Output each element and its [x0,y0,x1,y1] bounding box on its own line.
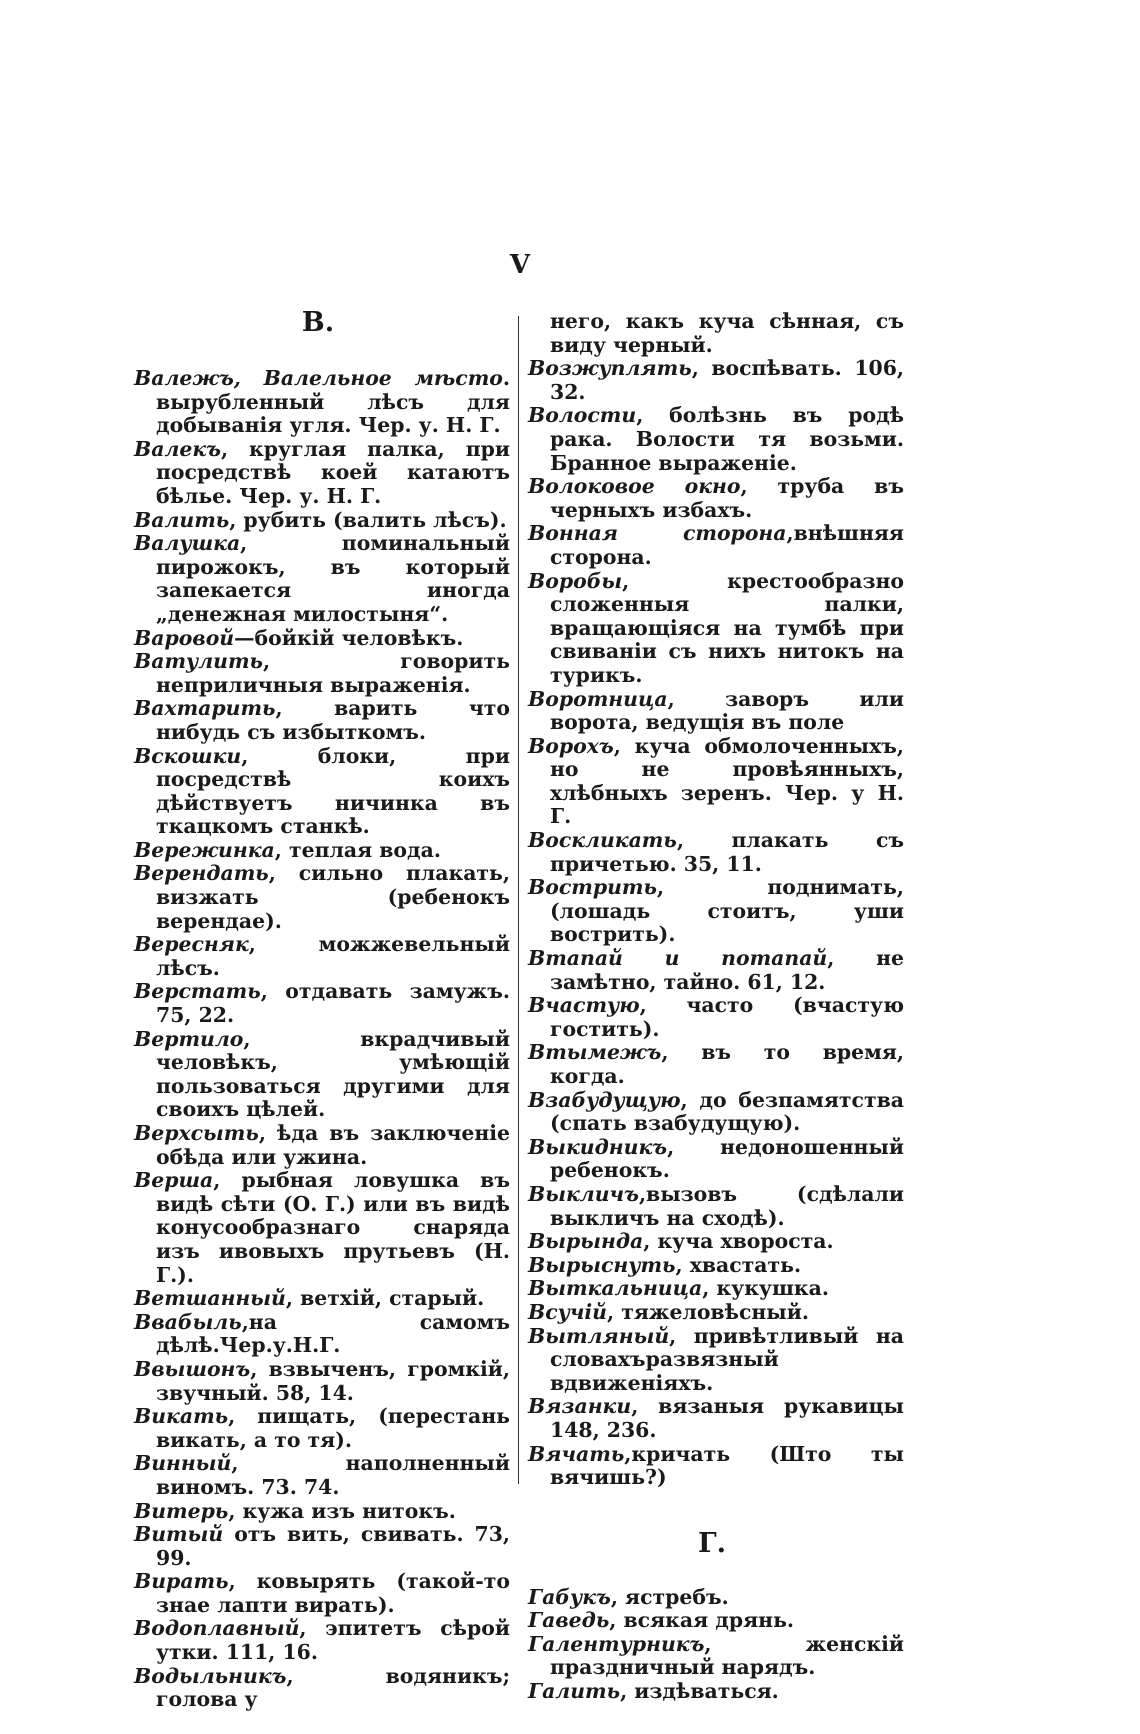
dictionary-entry [134,933,510,980]
entry-headword: Галить [528,1679,621,1704]
entry-headword: Винный [134,1451,232,1476]
entry-definition: . вырубленный лѣсъ для добыванія угля. Чер. у. Н. Г. [156,366,510,438]
entry-headword: Ввышонъ [134,1356,251,1381]
entry-headword: Выткальница [528,1276,703,1301]
entry-headword: Воротница [528,686,668,711]
dictionary-entry [134,438,510,509]
entry-headword: Вонная сторона [528,521,787,546]
dictionary-entry [134,697,510,744]
dictionary-entry [134,509,510,533]
dictionary-entry [528,876,904,947]
entry-definition: , женскій праздничный нарядъ. [550,1631,904,1680]
entry-definition: , блоки, при посредствѣ коихъ дѣйствуетъ ничинка въ ткацкомъ станкѣ. [156,743,510,839]
entry-definition: , заворъ или ворота, ведущія въ поле [550,686,904,735]
entry-definition: , можжевельный лѣсъ. [156,932,510,980]
dictionary-entry [134,532,510,626]
entry-definition: ,кричать (Што ты вячишь?) [550,1441,904,1490]
entry-headword: Ветшанный [134,1286,286,1311]
dictionary-entry [528,1254,904,1278]
dictionary-entry [528,522,904,569]
dictionary-entry [528,1183,904,1230]
entry-definition: , эпитетъ сѣрой утки. 111, 16. [156,1616,510,1665]
entry-headword: Выкидникъ [528,1134,668,1159]
page-number: V [509,250,531,280]
entry-definition: , теплая вода. [274,837,441,862]
entry-headword: Вырыснуть [528,1252,676,1277]
entry-headword: Выкличъ [528,1181,639,1206]
entry-headword: Вячать [528,1441,625,1466]
entry-headword: Втымежъ [528,1040,662,1065]
entry-headword: Верша [134,1168,214,1193]
entry-headword: Валить [134,507,230,532]
dictionary-entry [134,1287,510,1311]
entry-definition: , хвастать. [675,1252,802,1277]
dictionary-entry [134,862,510,933]
entry-definition: , куча обмолоченныхъ, но не провѣянныхъ, хлѣбныхъ зеренъ. Чер. у Н. Г. [550,733,904,829]
entry-definition: , плакать съ причетью. 35, 11. [550,828,904,876]
entry-headword: Верхсыть [134,1121,259,1145]
entry-definition: , куча хвороста. [643,1229,834,1254]
entry-definition: , кукушка. [702,1276,829,1301]
entry-definition: , недоношенный ребенокъ. [550,1134,904,1183]
dictionary-entry [528,1443,904,1490]
dictionary-entry [528,1301,904,1325]
entry-definition: ,внѣшняя сторона. [550,521,904,569]
entry-headword: Габукъ [528,1584,611,1609]
entry-headword: Варовой [134,625,235,650]
column-divider [518,316,519,1484]
entry-headword: Валекъ [134,436,221,461]
entry-definition: , тяжеловѣсный. [607,1299,809,1324]
continuation-text: него, какъ куча сѣнная, съ виду черный. [550,309,904,357]
dictionary-entry [134,1122,510,1169]
dictionary-entry [528,1395,904,1442]
dictionary-entry [528,1230,904,1254]
dictionary-entry [528,735,904,829]
entry-definition: , рыбная ловушка въ видѣ сѣти (О. Г.) или въ видѣ конусообразнаго снаряда изъ ивовыхъ прутьевъ (Н. Г.). [156,1168,510,1287]
entry-headword: Ворохъ [528,733,614,758]
entry-headword: Валушка [134,531,241,556]
dictionary-entry [528,688,904,735]
section-letter-v: В. [301,307,335,338]
entry-definition: , вязаныя рукавицы 148, 236. [550,1394,904,1442]
entry-definition: , часто (вчастую гостить). [550,993,904,1041]
dictionary-entry [528,1089,904,1136]
entry-definition: , болѣзнь въ родѣ рака. Волости тя возьми. Бранное выраженіе. [550,403,904,475]
dictionary-entry [528,829,904,876]
dictionary-entry [134,367,510,438]
entry-definition: , ястребъ. [610,1584,729,1609]
dictionary-entry [134,1405,510,1452]
dictionary-entry [528,994,904,1041]
dictionary-entry [528,570,904,688]
left-column [134,307,510,1712]
entry-definition: , ветхій, старый. [285,1286,485,1311]
entry-headword: Водыльникъ [134,1663,287,1688]
entry-headword: Ватулить [134,649,263,674]
entry-definition: , рубить (валить лѣсъ). [229,507,507,532]
entry-headword: Вострить [528,875,657,900]
dictionary-entry [528,947,904,994]
entry-headword: Вахтарить [134,696,276,721]
dictionary-entry [134,1500,510,1524]
entry-headword: Галентурникъ [528,1631,705,1656]
entry-headword: Викать [134,1404,229,1429]
entry-definition: , труба въ черныхъ избахъ. [550,474,904,522]
dictionary-entry [134,1311,510,1358]
dictionary-entry [528,1136,904,1183]
entry-headword: Вересняк [134,932,249,957]
entry-headword: Волоковое окно [528,474,741,499]
dictionary-entry [528,1277,904,1301]
entry-definition: , всякая дрянь. [609,1608,795,1633]
dictionary-entry [134,1358,510,1405]
entry-headword: Водоплавный [134,1616,300,1641]
entry-headword: Вертило [134,1026,244,1051]
entry-definition: , воспѣвать. 106, 32. [550,356,904,404]
dictionary-entry [528,1680,904,1704]
entry-definition: , пищать, (перестань викать, а то тя). [156,1404,510,1452]
dictionary-entry [528,1633,904,1680]
dictionary-entry [528,1609,904,1633]
entry-definition: , круглая палка, при посредствѣ коей катаютъ бѣлье. Чер. у. Н. Г. [156,436,510,508]
entry-definition: ,на самомъ дѣлѣ.Чер.у.Н.Г. [156,1309,510,1358]
dictionary-entry [134,650,510,697]
entry-headword: Взабудущую [528,1087,681,1112]
entry-headword: Вскошки [134,743,242,768]
entry-definition: , вкрадчивый человѣкъ, умѣющій пользоваться другими для своихъ цѣлей. [156,1026,510,1122]
dictionary-entry [528,1041,904,1088]
dictionary-entry [134,745,510,839]
right-entries [528,357,904,1490]
entry-headword: Верстать [134,979,261,1004]
entry-definition: ,вызовъ (сдѣлали выкличъ на сходѣ). [550,1181,904,1230]
entry-headword: Валежъ, Валельное мѣсто [134,366,503,390]
entry-headword: Витый [134,1522,224,1547]
entry-headword: Воскликать [528,828,677,853]
entry-definition: , сильно плакать, визжать (ребенокъ верендае). [156,861,510,933]
dictionary-entry [528,1586,904,1610]
entry-headword: Ввабыль [134,1309,242,1334]
dictionary-entry [134,1523,510,1570]
entry-definition: , варить что нибудь съ избыткомъ. [156,696,510,744]
entry-headword: Волости [528,403,637,428]
dictionary-entry [134,1452,510,1499]
entry-headword: Вережинка [134,837,275,862]
entry-definition: , до безпамятства (спать взабудущую). [550,1087,904,1136]
dictionary-entry [528,404,904,475]
dictionary-entry [134,1570,510,1617]
dictionary-entry [528,475,904,522]
dictionary-entry [134,627,510,651]
entry-definition: , поднимать, (лошадь стоитъ, уши вострить). [550,875,904,947]
entry-headword: Воробы [528,568,623,593]
entry-headword: Вирать [134,1569,229,1594]
entry-definition: , взвыченъ, громкій, звучный. 58, 14. [156,1356,510,1405]
dictionary-entry [528,1325,904,1396]
entry-definition: —бойкій человѣкъ. [234,625,464,650]
entry-definition: , кужа изъ нитокъ. [228,1498,456,1523]
entry-definition: , привѣтливый на словахъразвязный вдвиженіяхъ. [550,1323,904,1395]
entry-definition: , поминальный пирожокъ, въ который запекается иногда „денежная милостыня“. [156,531,510,626]
entry-headword: Верендать [134,861,269,886]
dictionary-entry [134,980,510,1027]
entry-definition: отъ вить, свивать. 73, 99. [156,1522,510,1570]
dictionary-entry [134,1665,510,1712]
entry-definition: , въ то время, когда. [550,1040,904,1088]
entry-definition: , отдавать замужъ. 75, 22. [156,979,510,1028]
entry-headword: Вязанки [528,1394,632,1419]
section-letter-g: Г. [697,1527,727,1559]
entry-headword: Витерь [134,1498,229,1523]
entry-definition: , издѣваться. [620,1679,779,1704]
entry-definition: , ковырять (такой-то знае лапти вирать). [156,1569,510,1617]
dictionary-entry [134,1028,510,1122]
entry-headword: Вырында [528,1229,644,1254]
entry-definition: , не замѣтно, тайно. 61, 12. [550,946,904,994]
entry-headword: Вытляный [528,1323,670,1348]
dictionary-entry [134,839,510,863]
right-column [528,310,904,1704]
entry-headword: Вчастую [528,993,640,1018]
entry-headword: Возжуплять [528,356,692,381]
dictionary-entry [134,1169,510,1287]
entry-headword: Втапай и потапай [528,946,828,971]
dictionary-entry [528,357,904,404]
entry-definition: , крестообразно сложенныя палки, вращающіяся на тумбѣ при свиваніи съ нихъ нитокъ на турикъ. [550,568,904,687]
entry-definition: , ѣда въ заключеніе обѣда или ужина. [156,1121,510,1169]
entry-headword: Гаведь [528,1608,610,1633]
entry-definition: , водяникъ; голова у [156,1663,510,1712]
entry-headword: Всучій [528,1299,607,1324]
right-entries-g [528,1586,904,1704]
entry-definition: , наполненный виномъ. 73. 74. [156,1451,510,1499]
entry-definition: , говорить неприличныя выраженія. [156,649,510,697]
dictionary-entry [134,1617,510,1664]
